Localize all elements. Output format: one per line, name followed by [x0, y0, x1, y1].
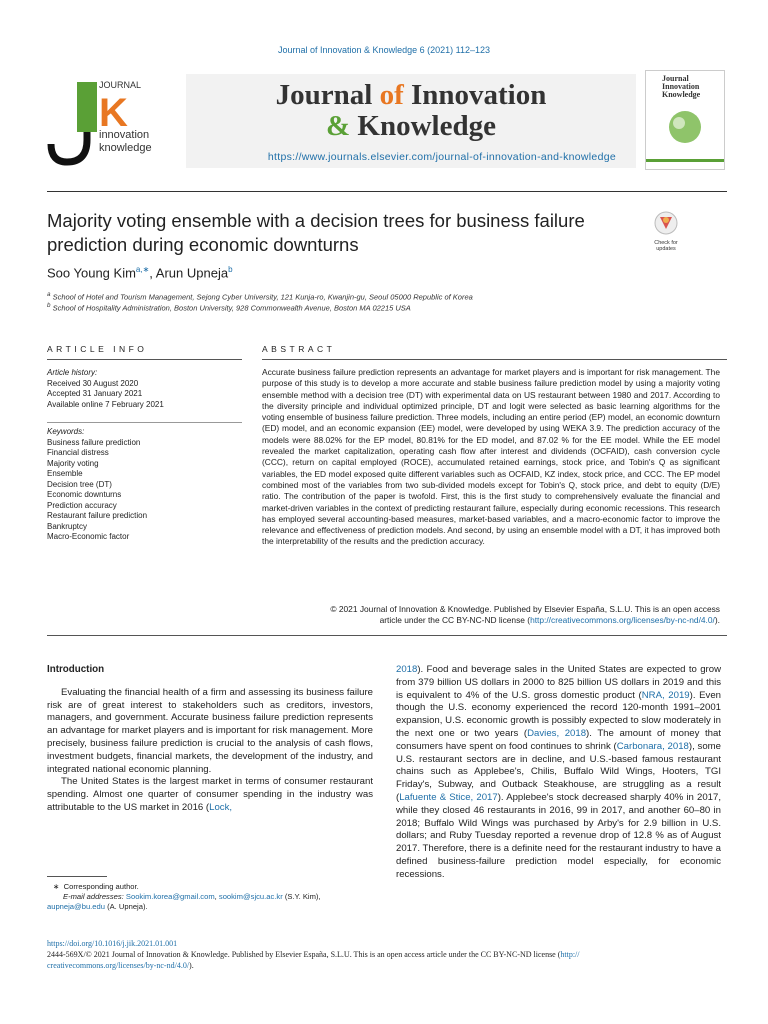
journal-masthead [186, 74, 636, 168]
author-kim[interactable]: Soo Young Kim [47, 265, 136, 281]
doi-text[interactable]: https://doi.org/10.1016/j.jik.2021.01.001 [47, 939, 178, 948]
ref-lock-year-link[interactable]: 2018 [396, 664, 418, 675]
keyword: Financial distress [47, 448, 109, 457]
intro-heading: Introduction [47, 664, 105, 675]
journal-citation[interactable]: Journal of Innovation & Knowledge 6 (2021) 112–123 [278, 45, 490, 55]
journal-cover-thumbnail[interactable] [645, 70, 725, 170]
logo-innovation-text: innovation [99, 129, 150, 141]
keyword: Decision tree (DT) [47, 479, 112, 489]
abstract-copyright [262, 604, 720, 627]
license-text: 2444-569X/© 2021 Journal of Innovation & Knowledge. Published by Elsevier España, S.L.U. This is an open access article under the CC BY-NC-ND license ( [47, 950, 561, 959]
masthead-of: of [379, 79, 404, 111]
masthead-innovation: Innovation [403, 79, 547, 111]
ref-davies-link[interactable]: Davies, 2018 [527, 727, 587, 739]
abstract-text: Accurate business failure prediction represents an advantage for market players and is important for risk management. The purpose of this study is to develop a more accurate and stable business failure prediction model by using a majority voting ensemble method with a decision tree (DT) with experimental data on US restaurant between 1980 and 2017. According to the diversity principle and individual optimized principle, DT and logit were selected as basic learning algorithms for the voting ensemble of business failure prediction. Three models, including an entire period (EP) model, an economic downturn (ED) model, and an economic expansion (EE) model, were developed by using WEKA 3.9. The prediction accuracy of the models were 88.02% for the EP model, 80.81% for the ED model, and 87.02 % for the EE model. While the EE model revealed the market capitalization, operating cash flow after interest and dividends (OCFAID), cash conversion cycle (CCC), return on capital employed (ROCE), accumulated retained earnings, stock price, and Tobin's Q as significant variables, the ED model exposed quite different variables such as OCFAID, KZ index, stock price, and CCC. The EP model combined most of the variables from two sub-divided models except for Tobin's Q, stock price, and debt to equity (D/E) ratio. The contribution of the paper is twofold. First, this is the first study to comprehensively evaluate the financial and market-driven variables in the context of predicting restaurant failure, especially during economic recessions. This research has employed several accounting-based measures, market-based variables, and a macro-economic factor to improve the relevance and effectiveness of prediction models. And second, by using an ensemble model with a DT, it has improved both the interpretability of the results and the prediction accuracy. [262, 367, 720, 547]
keywords-rule [47, 422, 242, 423]
keyword: Economic downturns [47, 490, 122, 499]
intro-right-column [396, 664, 721, 882]
keywords-label: Keywords: [47, 427, 85, 436]
doi-link[interactable] [47, 939, 727, 950]
masthead-line2 [186, 111, 636, 142]
cover-line2: Innovation [662, 82, 700, 91]
intro-right-text-1: ). Food and beverage sales in the United States are expected to grow from 379 billion US dollars in 2000 to 825 billion US dollars in 2019 and this is equivalent to 4% of the U.S. gross domestic product ( [396, 664, 721, 701]
cover-line1: Journal [662, 74, 689, 83]
article-title: Majority voting ensemble with a decision trees for business failure prediction during economic downturns [47, 210, 585, 255]
email-link-1[interactable]: Sookim.korea@gmail.com [125, 892, 215, 901]
ref-lock-link[interactable]: Lock, [209, 801, 233, 813]
footnote: ∗ Corresponding author. E-mail addresses: Sookim.korea@gmail.com, sookim@sjcu.ac.kr (S.Y. Kim), aupneja@bu.edu (A. Upneja). [47, 882, 321, 911]
copyright-end: ). [714, 615, 720, 626]
keyword: Bankruptcy [47, 521, 88, 531]
masthead-knowledge: Knowledge [357, 110, 496, 142]
abstract-bottom-rule [47, 635, 727, 636]
footnote-email-label: E-mail addresses: [63, 892, 124, 901]
article-info-heading: ARTICLE INFO [47, 344, 148, 354]
logo-knowledge-text: knowledge [99, 142, 152, 154]
license-end: ). [189, 960, 194, 970]
footnote-star: ∗ [53, 882, 60, 891]
keyword: Business failure prediction [47, 437, 141, 447]
affil-b-text: School of Hospitality Administration, Boston University, 928 Commonwealth Avenue, Boston MA 02215 USA [52, 303, 411, 313]
author-sep: , [149, 265, 156, 281]
history-label: Article history: [47, 368, 98, 377]
history-accepted: Accepted 31 January 2021 [47, 389, 143, 398]
abstract-heading: ABSTRACT [262, 344, 336, 354]
intro-p2-text: The United States is the largest market in terms of consumer restaurant spending. Almost one quarter of consumer spending in the industry was attributable to the US market in 2016 ( [47, 776, 373, 813]
authors [47, 265, 233, 280]
email-link-3[interactable]: aupneja@bu.edu [47, 902, 105, 911]
intro-right-text-5: ). Applebee's stock decreased sharply 40% in 2017, while they closed 46 restaurants in 2016, 99 in 2017, and another 60–80 in 2018; Buffalo Wild Wings was purchased by Arby's for 2.9 billion in U.S. dollars; and Ruby Tuesday reported a revenue drop of 12.8 % as of August 2017. Therefore, there is a definite need for the restaurant industry to have a defined business-failure prediction model especially, for economic recessions. [396, 791, 722, 880]
masthead-amp: & [326, 110, 358, 142]
abstract-rule [262, 359, 727, 360]
author-upneja[interactable]: Arun Upneja [155, 265, 229, 281]
check-for-updates-button[interactable] [646, 211, 686, 251]
keyword: Prediction accuracy [47, 500, 117, 510]
affiliation-a [47, 291, 473, 302]
keyword: Majority voting [47, 458, 99, 468]
keyword: Ensemble [47, 469, 83, 478]
logo-journal-text: JOURNAL [99, 80, 142, 90]
footnote-corresponding: Corresponding author. [63, 882, 139, 891]
license-link-a[interactable]: http:// [560, 950, 580, 959]
check-updates-label: Check for updates [654, 240, 678, 252]
intro-left-column [47, 664, 373, 815]
journal-url-link[interactable]: https://www.journals.elsevier.com/journal-of-innovation-and-knowledge [267, 151, 616, 163]
cover-globe-icon [646, 99, 724, 169]
affiliation-b [47, 302, 411, 313]
intro-paragraph-2 [47, 776, 373, 814]
cover-line3: Knowledge [662, 90, 701, 99]
license-notice [47, 950, 727, 971]
article-history [47, 368, 222, 410]
keyword: Macro-Economic factor [47, 532, 130, 541]
ref-carbonara-link[interactable]: Carbonara, 2018 [616, 740, 689, 752]
masthead-line1 [186, 80, 636, 111]
footnote-name1: (S.Y. Kim), [282, 892, 321, 901]
article-info-rule [47, 359, 242, 360]
ref-nra-link[interactable]: NRA, 2019 [641, 689, 690, 701]
copyright-line1: © 2021 Journal of Innovation & Knowledge. Published by Elsevier España, S.L.U. This is an open access [330, 604, 720, 614]
intro-paragraph-1: Evaluating the financial health of a firm and assessing its business failure risk are of great interest to stakeholders such as creditors, investors, managers, and government. Accurate business failure prediction represents an advantage for market players and is important for risk management. More precisely, business failure prediction is crucial to the analysis of cash flows, investment budgets, financial markets, the development of the industry, and integrated national economic planning. [47, 686, 373, 775]
masthead-journal: Journal [275, 79, 380, 111]
email-link-2[interactable]: sookim@sjcu.ac.kr [218, 892, 283, 901]
jik-logo-icon [47, 78, 167, 168]
affil-b-sup: b [47, 302, 51, 309]
author-kim-affil[interactable]: a,∗ [135, 265, 150, 274]
svg-text:K: K [99, 91, 128, 135]
header-rule [47, 191, 727, 192]
author-upneja-affil[interactable]: b [228, 265, 233, 274]
footnote-rule [47, 876, 107, 877]
affil-a-text: School of Hotel and Tourism Management, Sejong Cyber University, 121 Kunja-ro, Kwanjin-gu, Seoul 05000 Republic of Korea [52, 292, 473, 302]
intro-right-text-4: ), some U.S. restaurant sectors are in decline, and U.S.-based famous restaurant chains such as Applebee's, Chilis, Buffalo Wild Wings, Hooters, TGI Friday's, Subway, and Outback Steakhouse, are struggling as a result ( [396, 740, 721, 803]
cc-license-link[interactable]: http://creativecommons.org/licenses/by-nc-nd/4.0/ [530, 615, 715, 626]
history-online: Available online 7 February 2021 [47, 399, 164, 409]
check-updates-icon [654, 211, 678, 235]
footnote-name2: (A. Upneja). [104, 902, 148, 911]
intro-right-text-2: ). Even though the U.S. economy experienced the record 120-month 1991–2001 expansion, U.S. economic growth is possibly expected to slow moderately in the next one or two years ( [396, 689, 721, 739]
keyword: Restaurant failure prediction [47, 511, 148, 520]
journal-logo [47, 78, 167, 168]
keywords-list [47, 427, 222, 543]
intro-right-text-3: ). The amount of money that consumers have spent on food continues to shrink ( [396, 727, 721, 752]
ref-lafuente-link[interactable]: Lafuente & Stice, 2017 [399, 791, 498, 803]
copyright-line2: article under the CC BY-NC-ND license ( [379, 615, 531, 626]
affil-a-sup: a [47, 291, 51, 298]
history-received: Received 30 August 2020 [47, 378, 139, 388]
license-link-b[interactable]: creativecommons.org/licenses/by-nc-nd/4.0/ [47, 960, 190, 970]
